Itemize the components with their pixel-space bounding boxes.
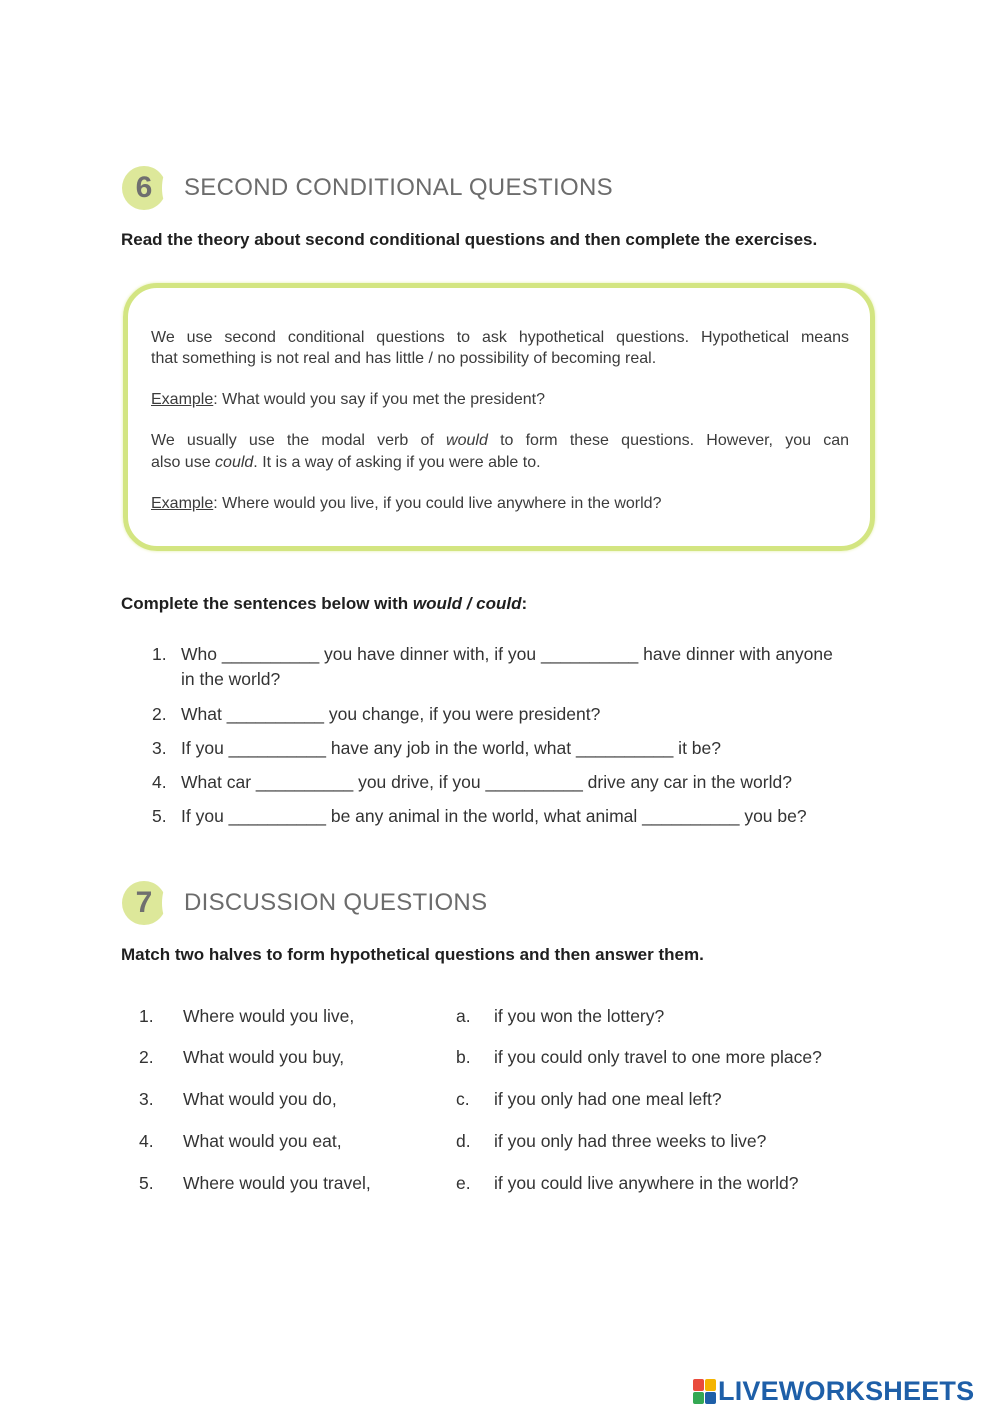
theory-paragraph-2-line-2	[151, 454, 541, 472]
section-7-title: DISCUSSION QUESTIONS	[184, 889, 488, 916]
liveworksheets-logo-icon	[693, 1379, 715, 1403]
match-right-letter: b.	[456, 1047, 471, 1067]
logo-mark-tile	[693, 1379, 704, 1391]
exercise-item-number: 1.	[152, 644, 167, 664]
theory-paragraph-1-line-2: that something is not real and has little / no possibility of becoming real.	[151, 350, 657, 367]
exercise-item-number: 3.	[152, 738, 167, 758]
match-right-text: if you could live anywhere in the world?	[494, 1173, 799, 1193]
section-6-title: SECOND CONDITIONAL QUESTIONS	[184, 174, 613, 201]
p2-text-c: also use	[151, 454, 216, 471]
theory-paragraph-1-line-1: We use second conditional questions to ask hypothetical questions. Hypothetical means	[151, 329, 849, 346]
section-6-header	[122, 164, 613, 212]
match-right-text: if you won the lottery?	[494, 1006, 665, 1026]
match-right-letter: c.	[456, 1089, 470, 1109]
match-left-text: What would you buy,	[183, 1047, 345, 1067]
match-left-text: Where would you live,	[183, 1006, 355, 1026]
example-label: Example	[151, 495, 214, 512]
match-right-letter: e.	[456, 1173, 471, 1193]
exercise-item-3: If you __________ have any job in the world, what __________ it be?	[181, 738, 721, 758]
match-left-number: 3.	[139, 1089, 154, 1109]
example-1-text: : What would you say if you met the president?	[213, 391, 545, 408]
theory-example-1	[151, 391, 545, 409]
exercise-item-1-line-2: in the world?	[181, 669, 281, 689]
section-7-number-badge: 7	[122, 881, 166, 925]
logo-mark-tile	[705, 1379, 716, 1391]
section-6-instruction: Read the theory about second conditional questions and then complete the exercises.	[121, 230, 818, 249]
match-right-text: if you only had three weeks to live?	[494, 1131, 767, 1151]
liveworksheets-logo-text: LIVEWORKSHEETS	[718, 1375, 975, 1406]
match-right-letter: a.	[456, 1006, 471, 1026]
exercise-item-number: 4.	[152, 772, 167, 792]
logo-mark-tile	[705, 1392, 716, 1404]
match-right-text: if you only had one meal left?	[494, 1089, 722, 1109]
match-right-letter: d.	[456, 1131, 471, 1151]
p2-text-d: . It is a way of asking if you were able to.	[253, 454, 541, 471]
logo-mark-tile	[693, 1392, 704, 1404]
match-left-text: Where would you travel,	[183, 1173, 371, 1193]
example-label: Example	[151, 391, 214, 408]
section-7-header	[122, 879, 487, 927]
instruction-text: Complete the sentences below with	[121, 594, 413, 613]
exercise-item-4: What car __________ you drive, if you __________ drive any car in the world?	[181, 772, 792, 792]
liveworksheets-logo	[693, 1375, 974, 1407]
exercise-item-number: 5.	[152, 806, 167, 826]
match-left-number: 1.	[139, 1006, 154, 1026]
section-7-instruction: Match two halves to form hypothetical questions and then answer them.	[121, 945, 704, 964]
theory-example-2	[151, 495, 661, 513]
match-left-number: 4.	[139, 1131, 154, 1151]
p2-would: would	[446, 432, 488, 449]
match-left-text: What would you eat,	[183, 1131, 342, 1151]
exercise-1-instruction	[121, 594, 527, 614]
match-left-number: 5.	[139, 1173, 154, 1193]
exercise-item-1-line-1: Who __________ you have dinner with, if you __________ have dinner with anyone	[181, 644, 833, 664]
match-right-text: if you could only travel to one more place?	[494, 1047, 822, 1067]
exercise-item-2: What __________ you change, if you were president?	[181, 704, 601, 724]
exercise-item-number: 2.	[152, 704, 167, 724]
p2-text-b: to form these questions. However, you can	[487, 432, 850, 449]
match-left-number: 2.	[139, 1047, 154, 1067]
instruction-colon: :	[521, 594, 528, 613]
p2-text-a: We usually use the modal verb of	[151, 432, 447, 449]
instruction-emphasis: would / could	[412, 594, 522, 613]
example-2-text: : Where would you live, if you could live anywhere in the world?	[213, 495, 662, 512]
section-6-number-badge: 6	[122, 166, 166, 210]
exercise-item-5: If you __________ be any animal in the world, what animal __________ you be?	[181, 806, 807, 826]
match-left-text: What would you do,	[183, 1089, 337, 1109]
theory-paragraph-2-line-1	[151, 432, 849, 450]
p2-could: could	[215, 454, 254, 471]
